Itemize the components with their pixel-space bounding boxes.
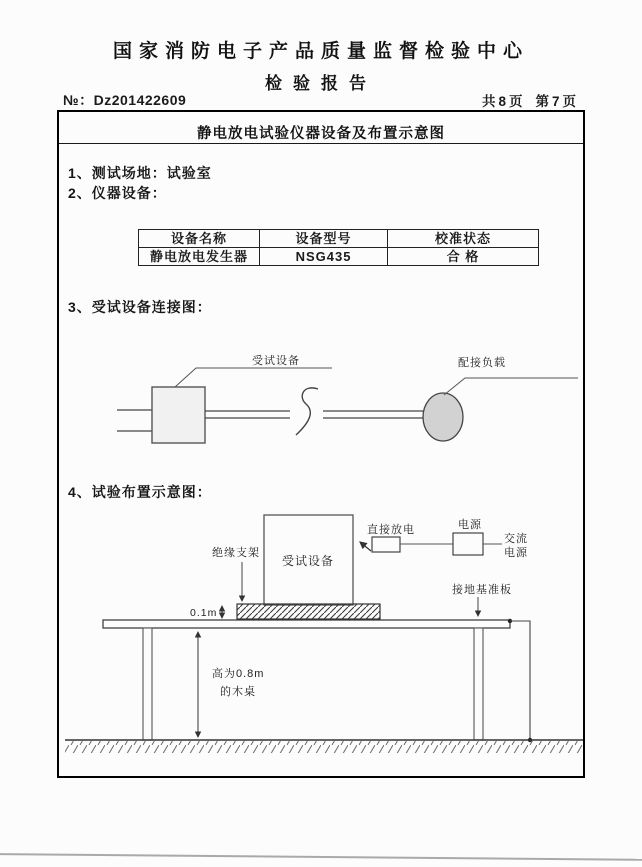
eut-box <box>152 387 205 443</box>
discharge-arrow <box>360 542 371 551</box>
ground-hatching <box>65 741 583 753</box>
equipment-table-row <box>139 248 539 266</box>
layout-diagram <box>60 505 588 760</box>
report-number-label: №： <box>63 92 94 108</box>
cell-device-name: 静电放电发生器 <box>139 248 260 266</box>
table-height-label-line1: 高为0.8m <box>212 668 265 680</box>
cable-break-symbol <box>296 388 318 435</box>
eut-leader-line <box>175 368 332 387</box>
table-height-label-line2: 的木桌 <box>220 686 256 698</box>
pagination <box>482 90 579 110</box>
tabletop <box>103 620 510 628</box>
item-equipment: 2、仪器设备： <box>68 185 167 201</box>
col-header-device-model: 设备型号 <box>260 230 388 248</box>
insulating-support <box>237 604 380 619</box>
col-header-calibration-status: 校准状态 <box>388 230 539 248</box>
report-number <box>63 90 186 110</box>
org-title: 国家消防电子产品质量监督检验中心 <box>112 41 529 62</box>
scan-artifact-line <box>0 853 642 861</box>
col-header-device-name: 设备名称 <box>139 230 260 248</box>
eut-label: 受试设备 <box>281 554 335 568</box>
equipment-table-header-row <box>139 230 539 248</box>
ground-wire <box>510 621 530 740</box>
item-layout-diagram: 4、试验布置示意图： <box>68 484 212 500</box>
table-leg-right <box>474 628 483 740</box>
report-number-value: Dz201422609 <box>93 92 187 108</box>
page-current: 第7页 <box>535 94 579 109</box>
equipment-table <box>138 229 539 266</box>
eut-label: 受试设备 <box>252 355 300 367</box>
matching-load-leader-line <box>444 378 578 395</box>
discharge-gun-box <box>372 537 400 552</box>
insulating-support-label: 绝缘支架 <box>212 547 260 559</box>
clearance-label: 0.1m <box>190 607 218 619</box>
connection-diagram <box>60 340 588 458</box>
power-box <box>453 533 483 555</box>
power-label: 电源 <box>458 519 482 531</box>
matching-load-circle <box>423 393 463 441</box>
item-connection-diagram: 3、受试设备连接图： <box>68 299 212 315</box>
direct-discharge-label: 直接放电 <box>367 524 415 536</box>
ground-plane-label: 接地基准板 <box>452 584 512 596</box>
ac-power-label-line1: 交流 <box>504 533 528 545</box>
item-test-site: 1、测试场地：试验室 <box>68 165 212 181</box>
report-title: 检验报告 <box>265 74 377 93</box>
cell-device-model: NSG435 <box>260 248 388 266</box>
section-title: 静电放电试验仪器设备及布置示意图 <box>197 126 445 142</box>
matching-load-label: 配接负载 <box>458 357 506 369</box>
pages-total: 共8页 <box>481 94 526 109</box>
title-divider <box>59 143 583 144</box>
ac-power-label-line2: 电源 <box>504 547 528 559</box>
cell-calibration-status: 合 格 <box>388 248 539 266</box>
meta-row <box>63 90 579 108</box>
table-leg-left <box>143 628 152 740</box>
